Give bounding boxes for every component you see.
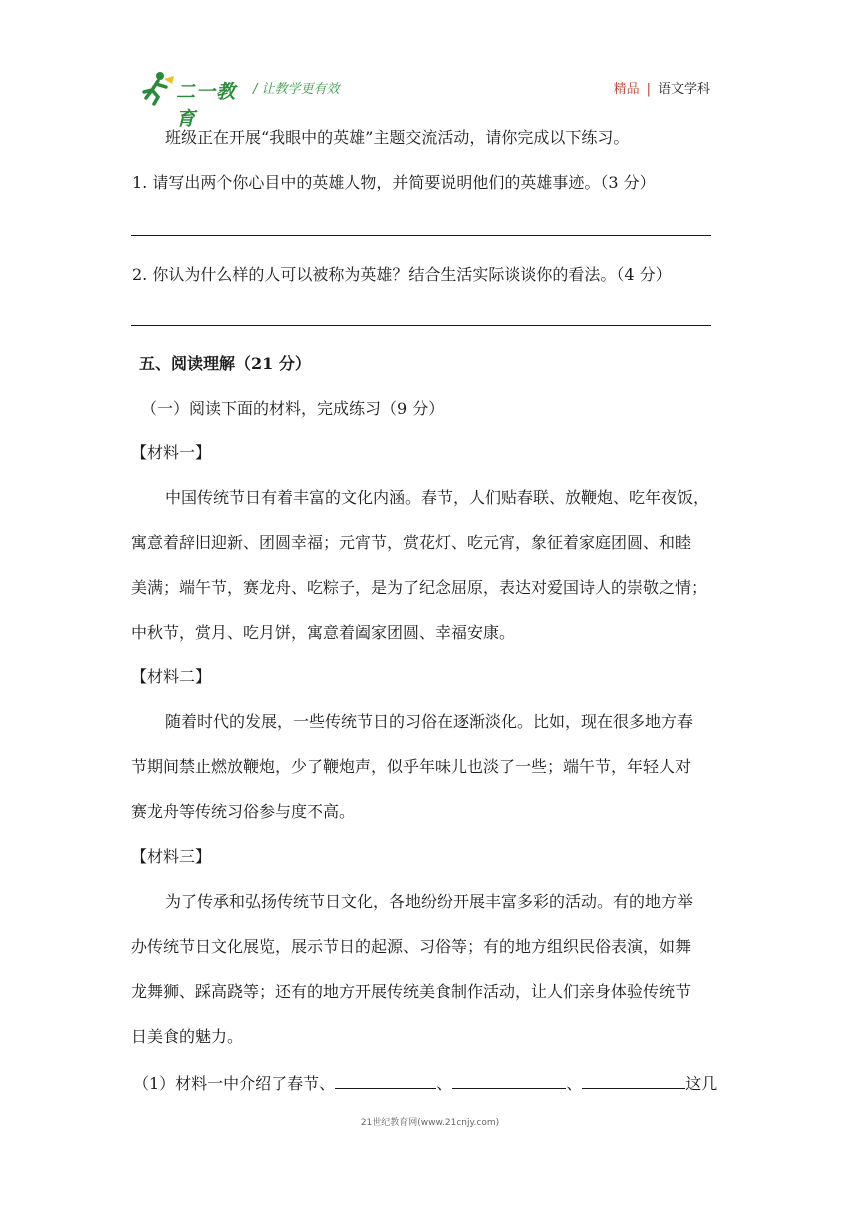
question-5-1 <box>133 1071 717 1095</box>
question-5-1-suffix: 这几 <box>685 1074 718 1093</box>
subsection-title: （一）阅读下面的材料，完成练习（9 分） <box>141 399 445 418</box>
material-3-line: 办传统节日文化展览，展示节日的起源、习俗等；有的地方组织民俗表演，如舞 <box>131 937 692 956</box>
question-2: 2. 你认为什么样的人可以被称为英雄？结合生活实际谈谈你的看法。（4 分） <box>132 265 672 284</box>
header-tags <box>614 78 710 97</box>
material-2-line: 节期间禁止燃放鞭炮，少了鞭炮声，似乎年味儿也淡了一些；端午节，年轻人对 <box>131 757 692 776</box>
quality-tag: 精品 <box>613 82 640 97</box>
question-1: 1. 请写出两个你心目中的英雄人物，并简要说明他们的英雄事迹。（3 分） <box>132 173 656 192</box>
page-header <box>130 66 710 130</box>
answer-line-1[interactable] <box>131 235 711 236</box>
material-3-label: 【材料三】 <box>131 847 212 866</box>
page-footer: 21世纪教育网(www.21cnjy.com) <box>360 1118 500 1128</box>
material-3-line: 为了传承和弘扬传统节日文化，各地纷纷开展丰富多彩的活动。有的地方举 <box>165 892 694 911</box>
fill-blank-3[interactable] <box>582 1071 685 1089</box>
header-separator: | <box>646 82 651 97</box>
material-1-line: 中国传统节日有着丰富的文化内涵。春节，人们贴春联、放鞭炮、吃年夜饭， <box>165 488 710 507</box>
material-1-line: 美满；端午节，赛龙舟、吃粽子，是为了纪念屈原，表达对爱国诗人的崇敬之情； <box>131 578 708 597</box>
material-3-line: 龙舞狮、踩高跷等；还有的地方开展传统美食制作活动，让人们亲身体验传统节 <box>131 982 692 1001</box>
intro-text: 班级正在开展“我眼中的英雄”主题交流活动，请你完成以下练习。 <box>165 128 630 147</box>
material-1-label: 【材料一】 <box>131 443 212 462</box>
fill-blank-2[interactable] <box>452 1071 566 1089</box>
material-1-line: 中秋节，赏月、吃月饼，寓意着阖家团圆、幸福安康。 <box>131 623 516 642</box>
material-1-line: 寓意着辞旧迎新、团圆幸福；元宵节，赏花灯、吃元宵，象征着家庭团圆、和睦 <box>131 533 692 552</box>
answer-line-2[interactable] <box>131 325 711 326</box>
subject-tag: 语文学科 <box>657 82 710 97</box>
material-2-line: 随着时代的发展，一些传统节日的习俗在逐渐淡化。比如，现在很多地方春 <box>165 712 694 731</box>
slogan: / 让教学更有效 <box>253 82 340 97</box>
runner-logo-icon <box>138 70 178 106</box>
fill-blank-1[interactable] <box>335 1071 436 1089</box>
material-2-line: 赛龙舟等传统习俗参与度不高。 <box>131 802 356 821</box>
logo-text: 二一教育 <box>176 81 237 130</box>
question-5-1-prefix: （1）材料一中介绍了春节、 <box>133 1074 336 1093</box>
logo <box>138 70 248 130</box>
question-5-1-sep: 、 <box>566 1074 583 1093</box>
section-title: 五、阅读理解（21 分） <box>139 354 311 373</box>
question-5-1-sep: 、 <box>436 1074 453 1093</box>
material-2-label: 【材料二】 <box>131 667 212 686</box>
material-3-line: 日美食的魅力。 <box>131 1027 244 1046</box>
